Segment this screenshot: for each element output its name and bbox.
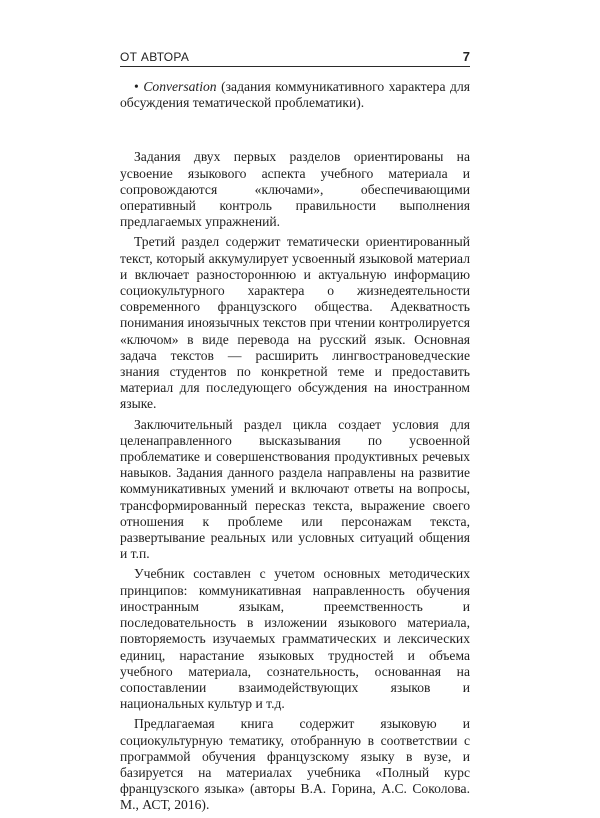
bullet-marker: •	[134, 79, 139, 94]
page-header	[120, 44, 470, 67]
bullet-item	[120, 79, 470, 111]
paragraph-principles: Учебник составлен с учетом основных методических принципов: коммуникативная направленность обучения иностранным языкам, преемственность и последовательность в изложении языкового материала, повторяемость изучаемых грамматических и лексических единиц, нарастание языковых трудностей и объема учебного материала, сознательность, основанная на сопоставлении взаимодействующих языков и национальных культур и т.д.	[120, 566, 470, 712]
bullet-text: (задания коммуникативного характера для обсуждения тематической проблематики).	[120, 79, 470, 111]
paragraph-book-content: Предлагаемая книга содержит языковую и социокультурную тематику, отобранную в соответствии с программой обучения французскому языку в вузе, и базируется на материалах учебника «Полный курс французского языка» (авторы В.А. Горина, А.С. Соколова. М., АСТ, 2016).	[120, 716, 470, 813]
book-page	[120, 44, 470, 818]
running-head: ОТ АВТОРА	[120, 50, 190, 64]
paragraph-section-3: Третий раздел содержит тематически ориентированный текст, который аккумулирует усвоенный языковой материал и включает разностороннюю и актуальную информацию социокультурного характера о жизнедеятельности современного французского общества. Адекватность понимания иноязычных текстов при чтении контролируется «ключом» в виде перевода на русский язык. Основная задача текстов — расширить лингвострановедческие знания студентов по конкретной теме и предоставить материал для последующего обсуждения на иностранном языке.	[120, 234, 470, 412]
bullet-term: Conversation	[143, 79, 217, 94]
page-number: 7	[462, 49, 470, 64]
paragraph-section-4: Заключительный раздел цикла создает условия для целенаправленного высказывания по усвоенной проблематике и совершенствования продуктивных речевых навыков. Задания данного раздела направлены на развитие коммуникативных умений и включают ответы на вопросы, трансформированный пересказ текста, выражение своего отношения к проблеме или персонажам текста, развертывание реальных или условных ситуаций общения и т.п.	[120, 416, 470, 562]
body-text	[120, 79, 470, 814]
paragraph-sections-1-2: Задания двух первых разделов ориентированы на усвоение языкового аспекта учебного материала и сопровождаются «ключами», обеспечивающими оперативный контроль правильности выполнения предлагаемых упражнений.	[120, 149, 470, 230]
